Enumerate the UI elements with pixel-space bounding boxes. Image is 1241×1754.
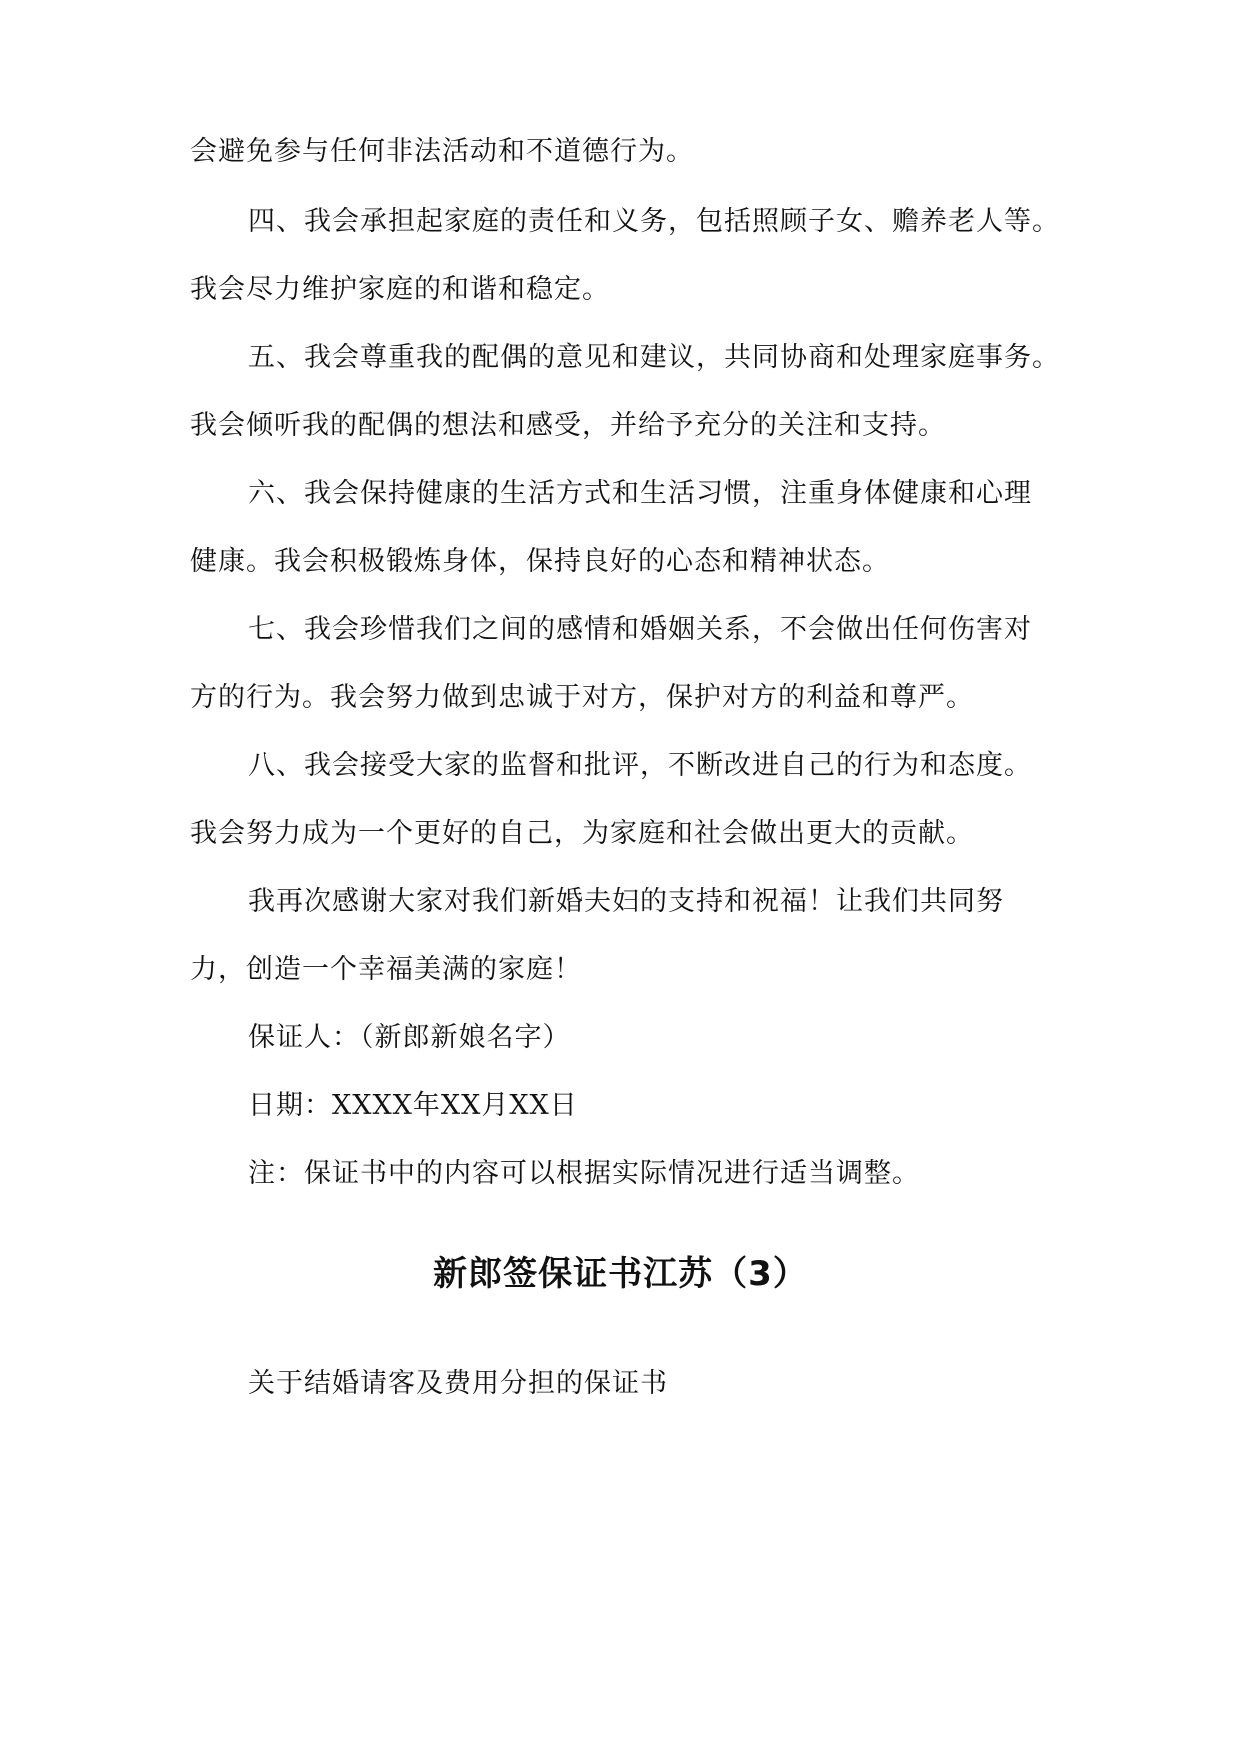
paragraph-4-line-1: 四、我会承担起家庭的责任和义务，包括照顾子女、赡养老人等。 (248, 206, 1060, 237)
paragraph-6-line-1: 六、我会保持健康的生活方式和生活习惯，注重身体健康和心理 (248, 478, 1032, 509)
section-title: 新郎签保证书江苏（3） (433, 1254, 808, 1294)
paragraph-6-line-2: 健康。我会积极锻炼身体，保持良好的心态和精神状态。 (190, 546, 890, 577)
paragraph-4-line-2: 我会尽力维护家庭的和谐和稳定。 (190, 274, 610, 305)
thanks-line-1: 我再次感谢大家对我们新婚夫妇的支持和祝福！让我们共同努 (248, 886, 1004, 917)
note-line: 注：保证书中的内容可以根据实际情况进行适当调整。 (248, 1158, 920, 1189)
paragraph-7-line-2: 方的行为。我会努力做到忠诚于对方，保护对方的利益和尊严。 (190, 682, 974, 713)
paragraph-7-line-1: 七、我会珍惜我们之间的感情和婚姻关系，不会做出任何伤害对 (248, 614, 1032, 645)
thanks-line-2: 力，创造一个幸福美满的家庭！ (190, 954, 582, 985)
guarantor-line: 保证人：（新郎新娘名字） (248, 1022, 571, 1053)
paragraph-5-line-2: 我会倾听我的配偶的想法和感受，并给予充分的关注和支持。 (190, 410, 946, 441)
paragraph-8-line-2: 我会努力成为一个更好的自己，为家庭和社会做出更大的贡献。 (190, 818, 974, 849)
paragraph-8-line-1: 八、我会接受大家的监督和批评，不断改进自己的行为和态度。 (248, 750, 1032, 781)
body-text-line: 会避免参与任何非法活动和不道德行为。 (190, 136, 694, 167)
paragraph-5-line-1: 五、我会尊重我的配偶的意见和建议，共同协商和处理家庭事务。 (248, 342, 1060, 373)
date-line: 日期：XXXX年XX月XX日 (248, 1090, 578, 1121)
subtitle-line: 关于结婚请客及费用分担的保证书 (248, 1368, 668, 1399)
